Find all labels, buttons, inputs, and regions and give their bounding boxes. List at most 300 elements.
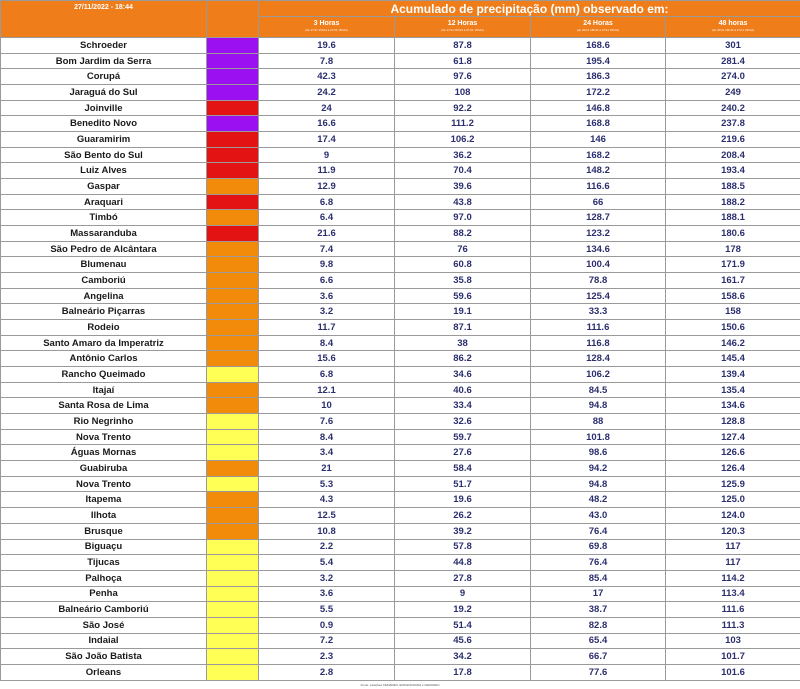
alert-level-swatch (207, 367, 259, 383)
precip-value-24h: 84.5 (531, 382, 666, 398)
precip-value-48h: 301 (666, 38, 800, 54)
column-header-48h (666, 17, 800, 38)
table-row (1, 555, 800, 571)
precip-value-3h: 5.5 (259, 602, 395, 618)
precip-value-3h: 8.4 (259, 429, 395, 445)
municipio-name: Palhoça (1, 570, 207, 586)
alert-level-swatch (207, 649, 259, 665)
precip-value-12h: 51.7 (395, 476, 531, 492)
precip-value-48h: 113.4 (666, 586, 800, 602)
table-row (1, 69, 800, 85)
table-row (1, 351, 800, 367)
table-row (1, 570, 800, 586)
precip-value-3h: 7.8 (259, 53, 395, 69)
precip-value-48h: 117 (666, 555, 800, 571)
precip-value-12h: 38 (395, 335, 531, 351)
table-row (1, 664, 800, 680)
table-row (1, 116, 800, 132)
precip-value-24h: 66.7 (531, 649, 666, 665)
table-row (1, 226, 800, 242)
level-header-cell (207, 1, 259, 38)
table-row (1, 335, 800, 351)
precip-value-12h: 35.8 (395, 273, 531, 289)
precip-value-24h: 94.8 (531, 398, 666, 414)
municipio-name: Timbó (1, 210, 207, 226)
precip-value-24h: 78.8 (531, 273, 666, 289)
alert-level-swatch (207, 273, 259, 289)
precip-value-24h: 168.6 (531, 38, 666, 54)
municipio-name: Santo Amaro da Imperatriz (1, 335, 207, 351)
precip-value-12h: 92.2 (395, 100, 531, 116)
precip-value-24h: 38.7 (531, 602, 666, 618)
municipio-name: Biguaçu (1, 539, 207, 555)
precip-value-12h: 70.4 (395, 163, 531, 179)
precip-value-48h: 120.3 (666, 523, 800, 539)
precip-value-12h: 108 (395, 85, 531, 101)
precip-value-12h: 34.2 (395, 649, 531, 665)
precip-value-3h: 9.8 (259, 257, 395, 273)
precip-value-24h: 128.7 (531, 210, 666, 226)
precip-value-24h: 146.8 (531, 100, 666, 116)
precip-value-12h: 51.4 (395, 617, 531, 633)
precip-value-48h: 124.0 (666, 508, 800, 524)
precip-value-24h: 116.8 (531, 335, 666, 351)
alert-level-swatch (207, 602, 259, 618)
precip-value-12h: 88.2 (395, 226, 531, 242)
alert-level-swatch (207, 288, 259, 304)
alert-level-swatch (207, 38, 259, 54)
alert-level-swatch (207, 163, 259, 179)
alert-level-swatch (207, 132, 259, 148)
precip-value-3h: 3.2 (259, 570, 395, 586)
source-footer: Fonte: estações CEMADEN, EPAGRI/CIRAM e CEMADEN (360, 683, 440, 687)
municipio-name: Nova Trento (1, 429, 207, 445)
precip-value-48h: 193.4 (666, 163, 800, 179)
municipio-name: Antônio Carlos (1, 351, 207, 367)
municipio-name: Itapema (1, 492, 207, 508)
municipio-name: Itajaí (1, 382, 207, 398)
precip-value-48h: 158 (666, 304, 800, 320)
municipio-name: Indaial (1, 633, 207, 649)
municipio-name: Guabiruba (1, 461, 207, 477)
municipio-name: Balneário Piçarras (1, 304, 207, 320)
precip-value-12h: 27.6 (395, 445, 531, 461)
table-row (1, 508, 800, 524)
precip-value-24h: 125.4 (531, 288, 666, 304)
precip-value-3h: 12.1 (259, 382, 395, 398)
precip-value-24h: 101.8 (531, 429, 666, 445)
precip-value-48h: 219.6 (666, 132, 800, 148)
report-date-cell (1, 1, 207, 38)
precip-value-48h: 188.5 (666, 179, 800, 195)
table-row (1, 398, 800, 414)
precip-value-12h: 44.8 (395, 555, 531, 571)
precip-value-48h: 139.4 (666, 367, 800, 383)
precip-value-12h: 43.8 (395, 194, 531, 210)
precip-value-24h: 76.4 (531, 523, 666, 539)
municipio-name: Bom Jardim da Serra (1, 53, 207, 69)
alert-level-swatch (207, 617, 259, 633)
table-row (1, 414, 800, 430)
alert-level-swatch (207, 523, 259, 539)
precip-value-24h: 195.4 (531, 53, 666, 69)
precip-value-3h: 2.3 (259, 649, 395, 665)
precip-value-12h: 86.2 (395, 351, 531, 367)
alert-level-swatch (207, 351, 259, 367)
precip-value-48h: 117 (666, 539, 800, 555)
precip-value-48h: 126.4 (666, 461, 800, 477)
table-row (1, 38, 800, 54)
municipio-name: Schroeder (1, 38, 207, 54)
precip-value-24h: 94.2 (531, 461, 666, 477)
precip-value-3h: 7.6 (259, 414, 395, 430)
precip-value-3h: 12.5 (259, 508, 395, 524)
precip-value-24h: 88 (531, 414, 666, 430)
precip-value-3h: 11.7 (259, 320, 395, 336)
municipio-name: Ilhota (1, 508, 207, 524)
table-row (1, 163, 800, 179)
alert-level-swatch (207, 476, 259, 492)
alert-level-swatch (207, 508, 259, 524)
table-row (1, 320, 800, 336)
alert-level-swatch (207, 445, 259, 461)
municipio-name: Luiz Alves (1, 163, 207, 179)
table-row (1, 273, 800, 289)
precip-value-3h: 24.2 (259, 85, 395, 101)
precip-value-24h: 100.4 (531, 257, 666, 273)
precip-value-3h: 6.6 (259, 273, 395, 289)
municipio-name: Angelina (1, 288, 207, 304)
precip-value-12h: 59.7 (395, 429, 531, 445)
municipio-name: Águas Mornas (1, 445, 207, 461)
precip-value-48h: 249 (666, 85, 800, 101)
precip-value-12h: 106.2 (395, 132, 531, 148)
column-period-48h: (de 25/11 18h44 à 27/11 18h44) (711, 28, 755, 32)
precip-value-12h: 45.6 (395, 633, 531, 649)
table-row (1, 210, 800, 226)
precip-value-48h: 135.4 (666, 382, 800, 398)
precip-value-24h: 82.8 (531, 617, 666, 633)
precip-value-24h: 85.4 (531, 570, 666, 586)
precip-value-12h: 33.4 (395, 398, 531, 414)
precip-value-3h: 16.6 (259, 116, 395, 132)
alert-level-swatch (207, 100, 259, 116)
column-period-24h: (de 26/11 18h44 à 27/11 18h44) (576, 28, 620, 32)
table-row (1, 304, 800, 320)
precip-value-3h: 3.6 (259, 288, 395, 304)
precip-value-12h: 27.8 (395, 570, 531, 586)
alert-level-swatch (207, 241, 259, 257)
column-period-3h: (de 27/11 15h44 à 27/11 18h44) (305, 28, 348, 32)
precip-value-24h: 146 (531, 132, 666, 148)
precip-value-12h: 76 (395, 241, 531, 257)
table-row (1, 445, 800, 461)
alert-level-swatch (207, 147, 259, 163)
alert-level-swatch (207, 492, 259, 508)
report-date: 27/11/2022 - 18:44 (74, 4, 133, 11)
table-row (1, 194, 800, 210)
precip-value-12h: 17.8 (395, 664, 531, 680)
alert-level-swatch (207, 210, 259, 226)
precip-value-48h: 126.6 (666, 445, 800, 461)
table-row (1, 649, 800, 665)
table-row (1, 147, 800, 163)
precip-value-12h: 19.1 (395, 304, 531, 320)
precip-value-24h: 76.4 (531, 555, 666, 571)
precip-value-48h: 103 (666, 633, 800, 649)
precip-value-48h: 188.2 (666, 194, 800, 210)
column-period-12h: (de 27/11 06h44 à 27/11 18h44) (441, 28, 484, 32)
precip-value-24h: 66 (531, 194, 666, 210)
precip-value-48h: 134.6 (666, 398, 800, 414)
table-row (1, 586, 800, 602)
precip-value-12h: 40.6 (395, 382, 531, 398)
municipio-name: São Pedro de Alcântara (1, 241, 207, 257)
precip-value-3h: 6.4 (259, 210, 395, 226)
municipio-name: Guaramirim (1, 132, 207, 148)
municipio-name: Corupá (1, 69, 207, 85)
precip-value-3h: 2.8 (259, 664, 395, 680)
precip-value-48h: 150.6 (666, 320, 800, 336)
precip-value-48h: 128.8 (666, 414, 800, 430)
table-row (1, 288, 800, 304)
municipio-name: Rio Negrinho (1, 414, 207, 430)
municipio-name: Santa Rosa de Lima (1, 398, 207, 414)
alert-level-swatch (207, 382, 259, 398)
precip-value-12h: 9 (395, 586, 531, 602)
precip-value-3h: 2.2 (259, 539, 395, 555)
alert-level-swatch (207, 633, 259, 649)
precip-value-12h: 87.1 (395, 320, 531, 336)
precip-value-24h: 77.6 (531, 664, 666, 680)
precip-value-24h: 148.2 (531, 163, 666, 179)
precip-value-3h: 6.8 (259, 194, 395, 210)
precip-value-3h: 0.9 (259, 617, 395, 633)
precip-value-12h: 97.6 (395, 69, 531, 85)
precip-value-12h: 87.8 (395, 38, 531, 54)
precip-value-48h: 127.4 (666, 429, 800, 445)
table-row (1, 633, 800, 649)
column-label-3h: 3 Horas (313, 20, 340, 27)
precip-value-12h: 19.2 (395, 602, 531, 618)
precip-value-3h: 42.3 (259, 69, 395, 85)
table-row (1, 382, 800, 398)
municipio-name: São José (1, 617, 207, 633)
alert-level-swatch (207, 226, 259, 242)
municipio-name: Rancho Queimado (1, 367, 207, 383)
precip-value-48h: 237.8 (666, 116, 800, 132)
precip-value-48h: 125.0 (666, 492, 800, 508)
precip-value-3h: 17.4 (259, 132, 395, 148)
alert-level-swatch (207, 335, 259, 351)
alert-level-swatch (207, 320, 259, 336)
precip-value-48h: 178 (666, 241, 800, 257)
precip-value-48h: 146.2 (666, 335, 800, 351)
table-row (1, 602, 800, 618)
precip-value-3h: 19.6 (259, 38, 395, 54)
municipio-name: Brusque (1, 523, 207, 539)
precip-value-12h: 39.2 (395, 523, 531, 539)
precip-value-12h: 60.8 (395, 257, 531, 273)
precip-value-24h: 128.4 (531, 351, 666, 367)
precip-value-12h: 39.6 (395, 179, 531, 195)
precip-value-48h: 145.4 (666, 351, 800, 367)
municipio-name: Blumenau (1, 257, 207, 273)
municipio-name: Tijucas (1, 555, 207, 571)
precip-value-24h: 172.2 (531, 85, 666, 101)
precip-value-12h: 32.6 (395, 414, 531, 430)
precip-value-3h: 12.9 (259, 179, 395, 195)
precip-value-12h: 97.0 (395, 210, 531, 226)
precip-value-3h: 9 (259, 147, 395, 163)
precip-value-3h: 5.3 (259, 476, 395, 492)
precip-value-12h: 57.8 (395, 539, 531, 555)
precip-value-48h: 274.0 (666, 69, 800, 85)
precip-value-24h: 69.8 (531, 539, 666, 555)
column-header-3h (259, 17, 395, 38)
alert-level-swatch (207, 85, 259, 101)
precip-value-48h: 180.6 (666, 226, 800, 242)
precip-value-48h: 101.7 (666, 649, 800, 665)
precip-value-48h: 111.6 (666, 602, 800, 618)
precip-value-12h: 36.2 (395, 147, 531, 163)
precip-value-48h: 171.9 (666, 257, 800, 273)
table-row (1, 179, 800, 195)
precip-value-48h: 281.4 (666, 53, 800, 69)
precip-value-48h: 208.4 (666, 147, 800, 163)
table-row (1, 523, 800, 539)
municipio-name: Joinville (1, 100, 207, 116)
precip-value-3h: 10 (259, 398, 395, 414)
header-row-top (1, 1, 800, 17)
precip-value-24h: 106.2 (531, 367, 666, 383)
municipio-name: Gaspar (1, 179, 207, 195)
precip-value-24h: 94.8 (531, 476, 666, 492)
table-row (1, 257, 800, 273)
precip-value-24h: 65.4 (531, 633, 666, 649)
precip-value-24h: 111.6 (531, 320, 666, 336)
precip-value-12h: 111.2 (395, 116, 531, 132)
precip-value-24h: 116.6 (531, 179, 666, 195)
precip-value-48h: 161.7 (666, 273, 800, 289)
precip-value-3h: 3.4 (259, 445, 395, 461)
municipio-name: Jaraguá do Sul (1, 85, 207, 101)
precip-value-24h: 43.0 (531, 508, 666, 524)
municipio-name: Nova Trento (1, 476, 207, 492)
alert-level-swatch (207, 116, 259, 132)
precip-value-48h: 111.3 (666, 617, 800, 633)
municipio-name: Massaranduba (1, 226, 207, 242)
precip-value-12h: 19.6 (395, 492, 531, 508)
municipio-name: Orleans (1, 664, 207, 680)
municipio-name: São João Batista (1, 649, 207, 665)
precip-value-24h: 168.2 (531, 147, 666, 163)
precip-value-24h: 123.2 (531, 226, 666, 242)
precip-value-48h: 188.1 (666, 210, 800, 226)
table-row (1, 476, 800, 492)
precip-value-3h: 7.2 (259, 633, 395, 649)
table-body (1, 38, 800, 681)
alert-level-swatch (207, 555, 259, 571)
precip-value-48h: 240.2 (666, 100, 800, 116)
precip-value-12h: 59.6 (395, 288, 531, 304)
table-row (1, 85, 800, 101)
precip-value-12h: 58.4 (395, 461, 531, 477)
table-row (1, 132, 800, 148)
table-row (1, 461, 800, 477)
municipio-name: Camboriú (1, 273, 207, 289)
municipio-name: São Bento do Sul (1, 147, 207, 163)
precip-value-48h: 125.9 (666, 476, 800, 492)
column-label-24h: 24 Horas (583, 20, 613, 27)
precip-value-24h: 134.6 (531, 241, 666, 257)
precip-value-3h: 15.6 (259, 351, 395, 367)
table-row (1, 539, 800, 555)
precip-value-3h: 3.6 (259, 586, 395, 602)
column-label-48h: 48 horas (718, 20, 748, 27)
municipio-name: Penha (1, 586, 207, 602)
precip-value-24h: 186.3 (531, 69, 666, 85)
alert-level-swatch (207, 461, 259, 477)
municipio-name: Balneário Camboriú (1, 602, 207, 618)
precip-value-48h: 158.6 (666, 288, 800, 304)
alert-level-swatch (207, 429, 259, 445)
alert-level-swatch (207, 257, 259, 273)
table-row (1, 429, 800, 445)
precip-value-24h: 48.2 (531, 492, 666, 508)
precip-value-3h: 11.9 (259, 163, 395, 179)
precip-value-48h: 114.2 (666, 570, 800, 586)
precip-value-3h: 3.2 (259, 304, 395, 320)
precip-value-3h: 10.8 (259, 523, 395, 539)
alert-level-swatch (207, 398, 259, 414)
precip-value-12h: 34.6 (395, 367, 531, 383)
alert-level-swatch (207, 586, 259, 602)
alert-level-swatch (207, 194, 259, 210)
table-row (1, 100, 800, 116)
precip-value-24h: 98.6 (531, 445, 666, 461)
alert-level-swatch (207, 570, 259, 586)
table-row (1, 53, 800, 69)
precip-value-24h: 17 (531, 586, 666, 602)
precip-value-3h: 5.4 (259, 555, 395, 571)
precip-value-3h: 21 (259, 461, 395, 477)
precip-value-24h: 33.3 (531, 304, 666, 320)
precip-value-24h: 168.8 (531, 116, 666, 132)
table-row (1, 492, 800, 508)
alert-level-swatch (207, 539, 259, 555)
column-header-24h (531, 17, 666, 38)
precip-value-3h: 24 (259, 100, 395, 116)
column-label-12h: 12 Horas (447, 20, 478, 27)
table-row (1, 367, 800, 383)
table-row (1, 241, 800, 257)
municipio-name: Rodeio (1, 320, 207, 336)
precip-value-3h: 6.8 (259, 367, 395, 383)
precip-value-12h: 61.8 (395, 53, 531, 69)
alert-level-swatch (207, 304, 259, 320)
alert-level-swatch (207, 69, 259, 85)
municipio-name: Araquari (1, 194, 207, 210)
table-row (1, 617, 800, 633)
precip-value-3h: 21.6 (259, 226, 395, 242)
column-header-12h (395, 17, 531, 38)
precip-value-3h: 8.4 (259, 335, 395, 351)
precip-value-48h: 101.6 (666, 664, 800, 680)
table-title: Acumulado de precipitação (mm) observado em: (259, 1, 800, 17)
municipio-name: Benedito Novo (1, 116, 207, 132)
alert-level-swatch (207, 414, 259, 430)
